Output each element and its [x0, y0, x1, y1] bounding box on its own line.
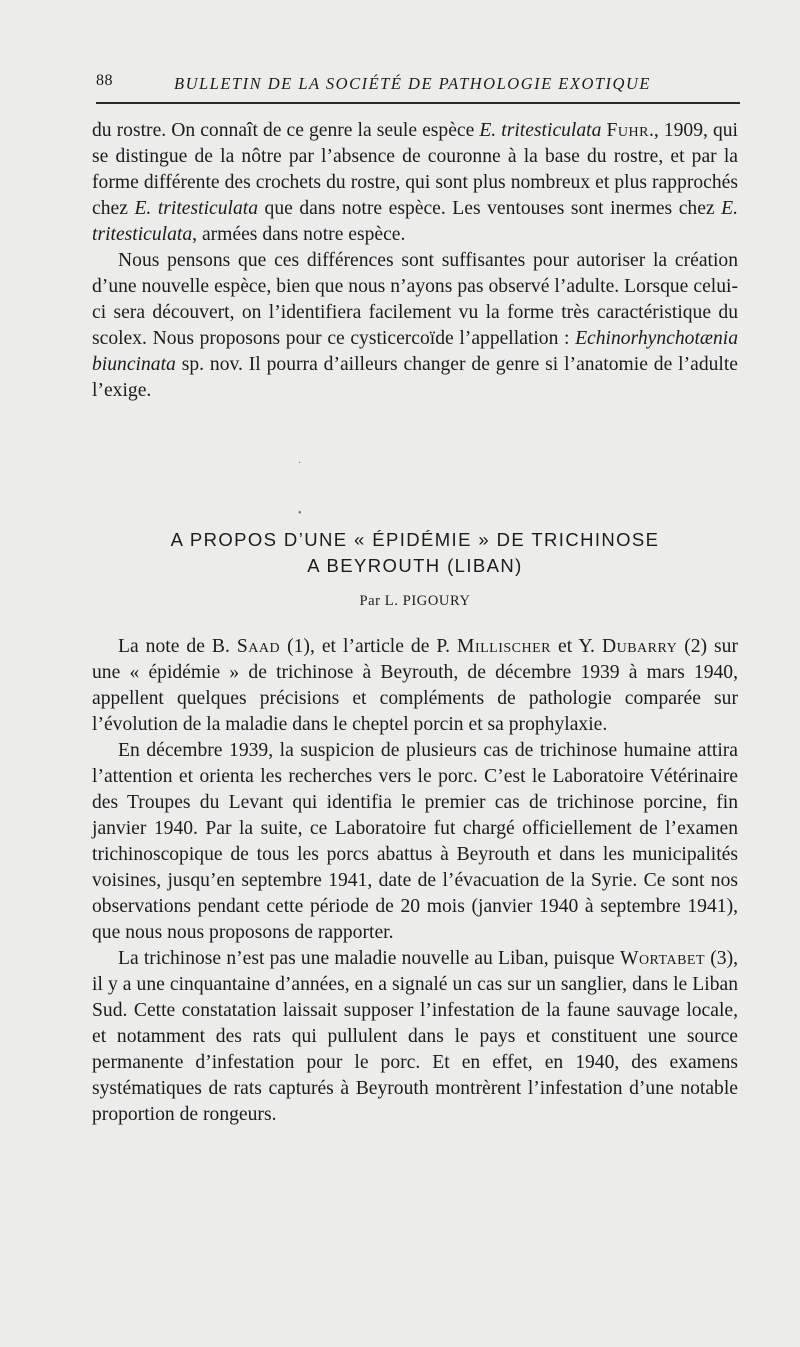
author-name: Millischer — [457, 636, 552, 657]
byline: Par L. PIGOURY — [359, 593, 471, 609]
text-run: Nous pensons que ces différences sont suffisantes pour autoriser la création d’une nouvelle espèce, bien que nous n’ayons pas observé l’adulte. Lorsque celui-ci sera découvert, on l’identifiera facilement vu la forme très caractéristique du scolex. Nous proposons pour ce cysticercoïde l’appellation : — [92, 250, 738, 349]
text-run: sp. nov. Il pourra d’ailleurs changer de genre si l’anatomie de l’adulte l’exige. — [92, 354, 738, 401]
title-line: A PROPOS D’UNE « ÉPIDÉMIE » DE TRICHINOSE — [170, 529, 660, 550]
paragraph — [92, 634, 738, 738]
paragraph — [92, 248, 738, 404]
page-number: 88 — [96, 72, 113, 89]
text-run: La trichinose n’est pas une maladie nouvelle au Liban, puisque — [118, 948, 620, 969]
print-speck: · — [298, 458, 302, 469]
header-rule — [96, 102, 740, 104]
paragraph: En décembre 1939, la suspicion de plusieurs cas de trichinose humaine attira l’attention et orienta les recherches vers le porc. C’est le Laboratoire Vétérinaire des Troupes du Levant qui identifia le premier cas de trichinose porcine, fin janvier 1940. Par la suite, ce Laboratoire fut chargé officiellement de l’examen trichinoscopique de tous les porcs abattus à Beyrouth et dans les municipalités voisines, jusqu’en septembre 1941, date de l’évacuation de la Syrie. Ce sont nos observations pendant cette période de 20 mois (janvier 1940 à septembre 1941), que nous nous proposons de rapporter. — [92, 740, 738, 943]
journal-title: BULLETIN DE LA SOCIÉTÉ DE PATHOLOGIE EXOTIQUE — [174, 74, 651, 93]
species-name: Echinorhynchotænia biuncinata — [92, 328, 738, 375]
paragraph — [92, 118, 738, 248]
title-line: A BEYROUTH (LIBAN) — [307, 555, 523, 576]
author-name: Wortabet — [619, 948, 706, 969]
print-speck: • — [298, 508, 302, 519]
text-run: et Y. — [551, 636, 602, 657]
paragraph — [92, 946, 738, 1128]
text-run: (2) sur une « épidémie » de trichinose à Beyrouth, de décembre 1939 à mars 1940, appellent quelques précisions et compléments de pathologie comparée sur l’évolution de la maladie dans le cheptel porcin et sa prophylaxie. — [92, 636, 738, 735]
species-name: E. tritesticulata — [92, 198, 739, 245]
text-run: du rostre. On connaît de ce genre la seule espèce — [92, 120, 480, 141]
text-run: La note de B. — [118, 636, 237, 657]
species-name: E. tritesticulata — [134, 198, 258, 219]
text-run: ., 1909, qui se distingue de la nôtre par l’absence de couronne à la base du rostre, et par la forme différente des crochets du rostre, qui sont plus nombreux et plus rapprochés chez — [92, 120, 738, 219]
text-run: que dans notre espèce. Les ventouses sont inermes chez — [258, 198, 722, 219]
running-head — [96, 72, 740, 96]
article-title — [92, 527, 738, 579]
species-name: E. tritesticulata — [479, 120, 602, 141]
continued-text — [92, 118, 738, 404]
author-name: Dubarry — [601, 636, 678, 657]
article-body — [92, 634, 738, 1128]
author-name: Fuhr — [606, 120, 649, 141]
text-run: (1), et l’article de P. — [280, 636, 458, 657]
author-name: Saad — [236, 636, 281, 657]
text-run: , armées dans notre espèce. — [192, 224, 406, 245]
text-run: (3), il y a une cinquantaine d’années, en a signalé un cas sur un sanglier, dans le Liban Sud. Cette constatation laissait supposer l’infestation de la faune sauvage locale, et notamment des rats qui pullulent dans le pays et constituent une source permanente d’infestation pour le porc. Et en effet, en 1940, des examens systématiques de rats capturés à Beyrouth montrèrent l’infestation d’une notable proportion de rongeurs. — [92, 948, 738, 1125]
